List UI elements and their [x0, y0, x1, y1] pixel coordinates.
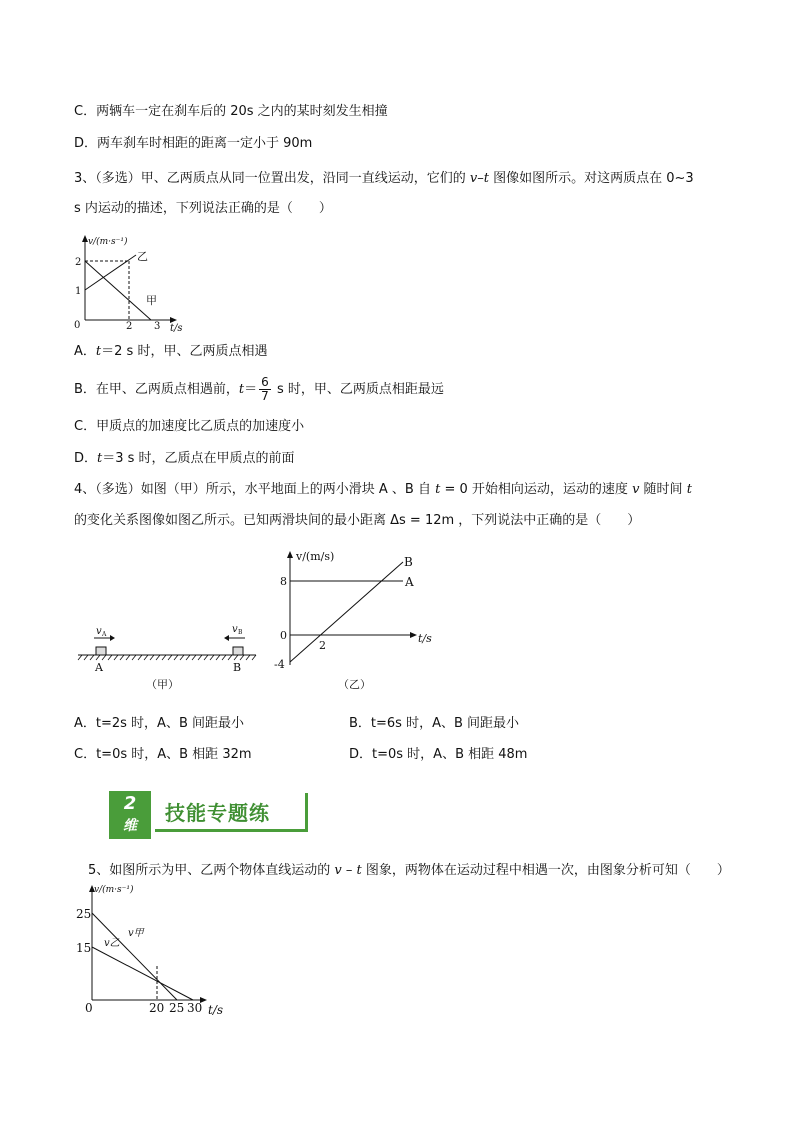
q3-optb-var: t — [238, 382, 245, 397]
q3-label-yi: 乙 — [137, 250, 148, 263]
q3-ytick-2: 2 — [75, 257, 82, 268]
q5-ylabel: v/(m·s⁻¹) — [94, 885, 134, 895]
q3-stem-text-b: 图像如图所示。对这两质点在 0~3 — [488, 171, 694, 186]
q4-option-c: C．t=0s 时，A、B 相距 32m — [74, 747, 252, 762]
q5-vt-graph — [72, 880, 237, 1015]
q5-xtick-20: 20 — [149, 1001, 165, 1015]
q4-stem-var-t: t — [435, 482, 441, 497]
q3-xtick-3: 3 — [154, 321, 161, 332]
q4-fig-yi — [270, 548, 440, 693]
q4-option-a: A．t=2s 时，A、B 间距最小 — [74, 716, 245, 731]
banner-number: 2 — [123, 793, 137, 814]
q4-caption-yi: （乙） — [338, 678, 371, 691]
q4-va-label: v — [96, 626, 102, 637]
q4-label-a: A — [95, 661, 103, 674]
q3-option-c: C．甲质点的加速度比乙质点的加速度小 — [74, 419, 305, 434]
q3-xtick-2: 2 — [126, 321, 133, 332]
q4-vb-sub: B — [238, 629, 243, 636]
q4-option-d: D．t=0s 时，A、B 相距 48m — [349, 747, 528, 762]
q4-label-b: B — [233, 661, 242, 674]
q5-stem-var: v – t — [334, 863, 362, 878]
q3-option-b — [74, 376, 444, 403]
q3-optd-post: ＝3 s 时，乙质点在甲质点的前面 — [102, 451, 295, 466]
q4-yi-ytick-8: 8 — [280, 575, 287, 588]
q3-optd-var: t — [97, 451, 103, 466]
q4-yi-line-b — [290, 562, 403, 662]
banner-title: 技能专题练 — [165, 801, 270, 825]
q4-va-sub: A — [102, 631, 107, 638]
q5-label-yi: v乙 — [104, 938, 120, 949]
q4-yi-label-b: B — [404, 555, 413, 569]
q4-stem-b: = 0 开始相向运动，运动的速度 — [440, 482, 633, 497]
q4-vb-label: v — [232, 624, 238, 635]
q3-optd-pre: D． — [74, 451, 98, 466]
q3-ylabel: v/(m·s⁻¹) — [88, 237, 128, 247]
q3-optb-eq: ＝ — [244, 382, 258, 397]
q4-stem-a: 4、（多选）如图（甲）所示，水平地面上的两小滑块 A 、B 自 — [74, 482, 436, 497]
q3-opta-post: ＝2 s 时，甲、乙两质点相遇 — [101, 344, 268, 359]
q2-option-c: C．两辆车一定在刹车后的 20s 之内的某时刻发生相撞 — [74, 104, 388, 119]
q5-label-jia: v甲 — [128, 928, 144, 939]
q4-stem-var-v: v — [632, 482, 640, 497]
q5-line-yi — [92, 947, 193, 1000]
q4-block-b — [233, 647, 243, 655]
q4-yi-y-arrow-icon — [287, 551, 293, 558]
q3-line-jia — [85, 261, 151, 320]
q3-origin: 0 — [74, 320, 81, 331]
q4-yi-ytick-minus4: -4 — [274, 658, 285, 671]
q3-option-d — [74, 450, 295, 468]
q3-optb-den: 7 — [261, 389, 269, 403]
q5-stem — [88, 862, 730, 880]
q3-opta-var: t — [95, 344, 102, 359]
q5-xtick-30: 30 — [187, 1001, 203, 1015]
q4-arrowhead-b-icon — [224, 635, 229, 641]
q3-xlabel: t/s — [170, 323, 183, 332]
q4-block-a — [96, 647, 106, 655]
q3-stem-text-a: 3、（多选）甲、乙两质点从同一位置出发，沿同一直线运动，它们的 — [74, 171, 470, 186]
q4-yi-label-a: A — [405, 575, 414, 589]
q4-yi-xtick-2: 2 — [319, 639, 326, 652]
q3-optb-post: s 时，甲、乙两质点相距最远 — [272, 382, 444, 397]
q3-stem-line1 — [74, 170, 694, 188]
q4-option-b: B．t=6s 时，A、B 间距最小 — [349, 716, 520, 731]
q4-arrowhead-a-icon — [110, 635, 115, 641]
q3-stem-var: v–t — [469, 171, 489, 186]
q5-xlabel: t/s — [208, 1003, 224, 1015]
q5-line-jia — [92, 913, 177, 1000]
banner-unit: 维 — [123, 818, 137, 834]
q4-yi-ytick-0: 0 — [280, 629, 287, 642]
q5-xtick-25: 25 — [169, 1001, 185, 1015]
q3-option-a — [74, 343, 267, 361]
q5-ytick-25: 25 — [76, 907, 92, 921]
banner-number-chip — [109, 791, 151, 839]
q5-stem-b: 图象，两物体在运动过程中相遇一次，由图象分析可知（ ） — [361, 863, 730, 878]
q4-fig-jia — [74, 618, 260, 696]
q2-option-d: D．两车刹车时相距的距离一定小于 90m — [74, 136, 313, 151]
q3-vt-graph — [70, 230, 200, 332]
q3-opta-pre: A． — [74, 344, 96, 359]
q3-optb-fraction — [259, 376, 271, 403]
q4-stem-var-t2: t — [686, 482, 692, 497]
q4-caption-jia: （甲） — [146, 678, 179, 691]
q3-optb-num: 6 — [261, 375, 269, 389]
q4-yi-ylabel: v/(m/s) — [296, 550, 335, 563]
q5-origin: 0 — [85, 1001, 93, 1015]
q3-optb-pre: B．在甲、乙两质点相遇前， — [74, 382, 239, 397]
q3-line-yi — [85, 255, 136, 290]
q5-ytick-15: 15 — [76, 941, 92, 955]
q4-stem-c: 随时间 — [639, 482, 687, 497]
q4-ground-hatch — [78, 655, 256, 660]
q4-yi-x-arrow-icon — [410, 632, 417, 638]
q4-stem-line2: 的变化关系图像如图乙所示。已知两滑块间的最小距离 Δs = 12m ，下列说法中正确的是（ ） — [74, 513, 641, 528]
skills-section-banner — [109, 791, 305, 839]
q4-stem-line1 — [74, 481, 692, 499]
q3-ytick-1: 1 — [75, 286, 82, 297]
q3-label-jia: 甲 — [146, 294, 157, 307]
q4-yi-xlabel: t/s — [418, 632, 432, 645]
q3-stem-line2: s 内运动的描述，下列说法正确的是（ ） — [74, 201, 332, 216]
q5-stem-a: 5、如图所示为甲、乙两个物体直线运动的 — [88, 863, 335, 878]
